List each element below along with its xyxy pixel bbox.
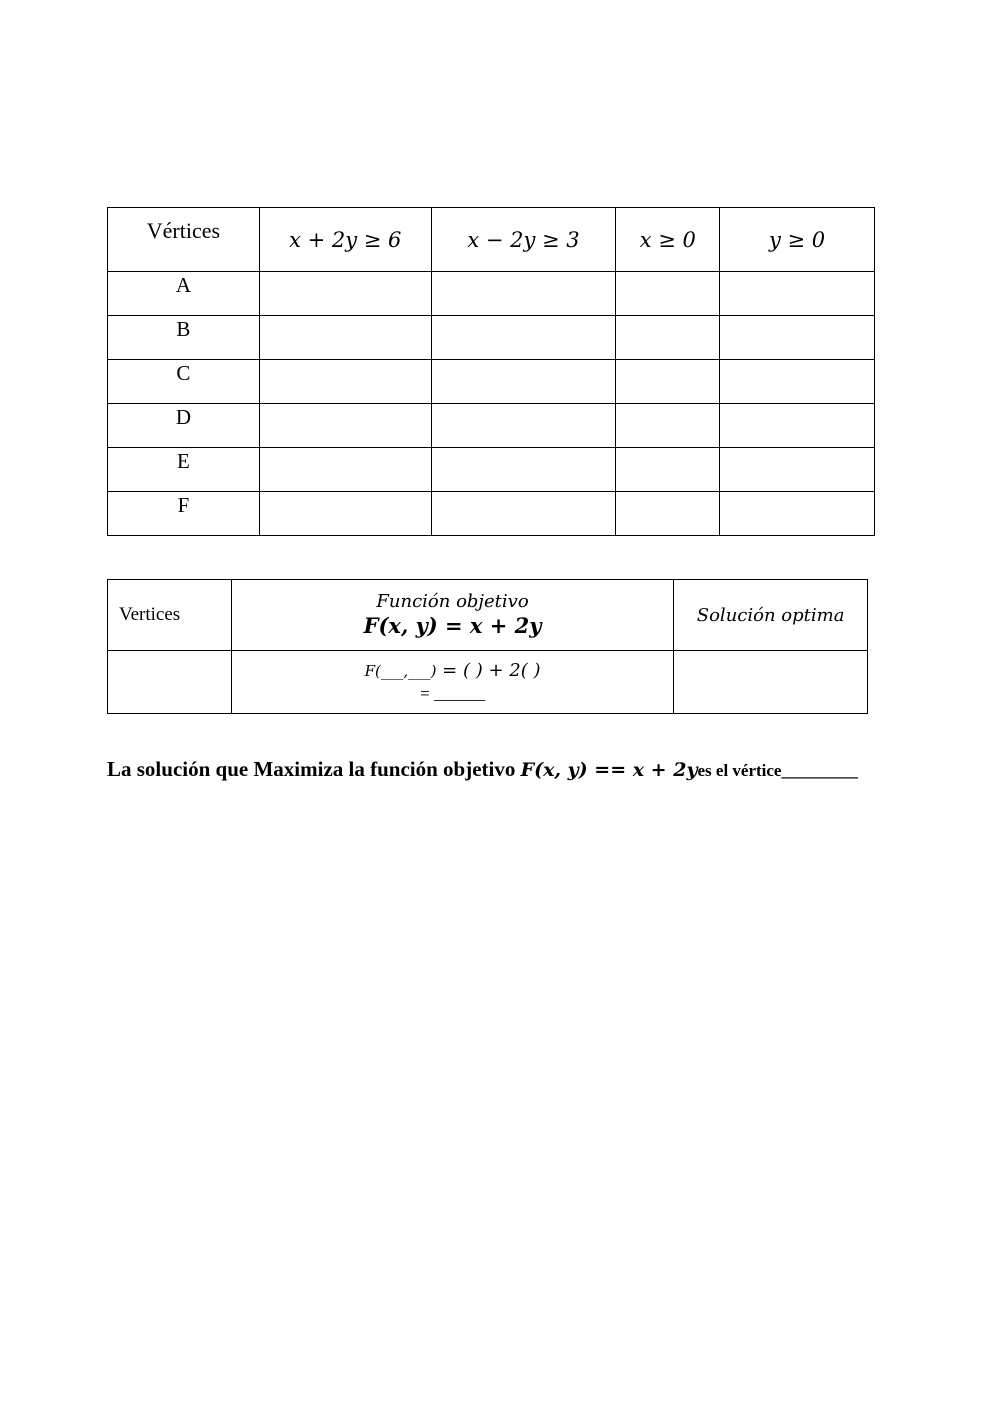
conclusion-sentence xyxy=(107,757,858,782)
evaluation-line-2: = ______ xyxy=(420,683,485,703)
answer-cell[interactable] xyxy=(431,316,616,360)
answer-cell[interactable] xyxy=(259,404,431,448)
table-row xyxy=(108,492,875,536)
constraint-header-1: 𝑥 + 2𝑦 ≥ 6 xyxy=(259,208,431,272)
function-formula: F(x, y) = x + 2y xyxy=(363,613,542,639)
conclusion-text: La solución que Maximiza la función objetivo xyxy=(107,757,521,781)
evaluation-line-1 xyxy=(232,659,673,682)
constraints-table xyxy=(107,207,875,536)
vertex-label: D xyxy=(108,404,260,448)
answer-cell[interactable] xyxy=(720,316,875,360)
answer-cell[interactable] xyxy=(431,404,616,448)
conclusion-formula: F(x, y) == x + 2y xyxy=(520,759,698,781)
answer-cell[interactable] xyxy=(720,272,875,316)
answer-cell[interactable] xyxy=(616,492,720,536)
answer-cell[interactable] xyxy=(259,448,431,492)
objective-table-header xyxy=(108,580,868,651)
function-title: Función objetivo xyxy=(376,590,529,612)
answer-cell[interactable] xyxy=(720,360,875,404)
answer-cell[interactable] xyxy=(431,492,616,536)
optimal-solution-cell[interactable] xyxy=(674,651,868,714)
vertex-answer-cell[interactable] xyxy=(108,651,232,714)
table-row xyxy=(108,448,875,492)
answer-cell[interactable] xyxy=(259,492,431,536)
evaluation-substitution: = ( ) + 2( ) xyxy=(436,660,541,682)
answer-cell[interactable] xyxy=(616,404,720,448)
vertices-header: Vertices xyxy=(108,580,232,651)
answer-cell[interactable] xyxy=(616,316,720,360)
vertex-label: C xyxy=(108,360,260,404)
conclusion-tail: es el vértice_________ xyxy=(697,761,858,780)
objective-function-table xyxy=(107,579,868,714)
table-row xyxy=(108,316,875,360)
answer-cell[interactable] xyxy=(259,272,431,316)
vertices-header: Vértices xyxy=(108,208,260,272)
evaluation-function-call: F(___,___) xyxy=(364,662,437,681)
answer-cell[interactable] xyxy=(259,316,431,360)
vertex-label: E xyxy=(108,448,260,492)
function-header xyxy=(231,580,673,651)
table-row xyxy=(108,272,875,316)
table-row xyxy=(108,651,868,714)
answer-cell[interactable] xyxy=(431,272,616,316)
vertex-label: B xyxy=(108,316,260,360)
answer-cell[interactable] xyxy=(616,272,720,316)
answer-cell[interactable] xyxy=(259,360,431,404)
answer-cell[interactable] xyxy=(431,360,616,404)
table-row xyxy=(108,360,875,404)
constraint-header-4: 𝑦 ≥ 0 xyxy=(720,208,875,272)
solution-header: Solución optima xyxy=(674,580,868,651)
answer-cell[interactable] xyxy=(720,448,875,492)
constraints-table-header xyxy=(108,208,875,272)
vertex-label: F xyxy=(108,492,260,536)
answer-cell[interactable] xyxy=(616,360,720,404)
evaluation-cell[interactable] xyxy=(231,651,673,714)
constraint-header-2: 𝑥 − 2𝑦 ≥ 3 xyxy=(431,208,616,272)
constraint-header-3: 𝑥 ≥ 0 xyxy=(616,208,720,272)
answer-cell[interactable] xyxy=(616,448,720,492)
answer-cell[interactable] xyxy=(720,492,875,536)
table-row xyxy=(108,404,875,448)
answer-cell[interactable] xyxy=(720,404,875,448)
answer-cell[interactable] xyxy=(431,448,616,492)
vertex-label: A xyxy=(108,272,260,316)
